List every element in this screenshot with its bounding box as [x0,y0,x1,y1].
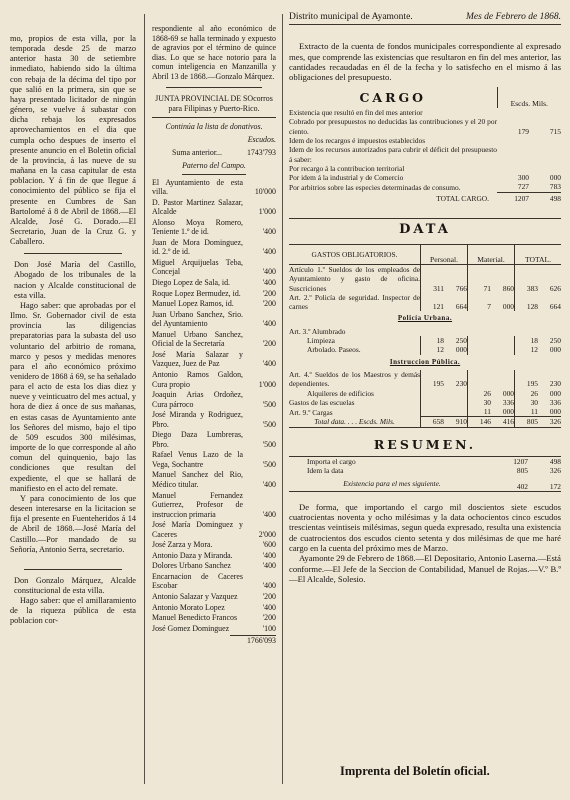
cargo-escudos: 727 [517,182,529,192]
data-row [289,407,561,417]
donor-row [152,592,276,602]
data-value [444,398,468,407]
cargo-escudos [497,108,529,117]
data-value: 11 [515,407,539,417]
resumen-title: RESUMEN. [373,436,477,452]
marquez-heading: Don Gonzalo Márquez, Alcalde constitucional de esta villa. [14,575,136,595]
donor-row [152,390,276,409]
donor-name: Encarnacion de Caceres Escobar [152,571,243,591]
cargo-concept: Por recargo á la contribucion territorial [289,163,405,173]
resumen-value: 805 [516,466,528,476]
divider [152,117,276,118]
donor-amount: '400 [262,247,276,257]
data-value [444,407,468,417]
donor-name: Manuel Fernandez Gutierrez, Profesor de instruccion primaria [152,490,243,519]
cargo-mils: 000 [549,173,561,183]
donor-name: Miguel Arquijuelas Teba, Concejal [152,257,243,277]
existencia-row [289,476,561,492]
donor-name: Manuel Lopez Ramos, id. [152,299,234,309]
data-value: 26 [515,389,539,398]
donor-amount: '400 [262,509,276,519]
data-value: 18 [515,336,539,345]
data-value: 664 [549,302,561,312]
data-value: 30 [515,398,539,407]
junta-heading: JUNTA PROVINCIAL DE SOcorros para Filipinas y Puerto-Rico. [155,94,273,113]
donor-amount: '200 [262,339,276,349]
cargo-mils [529,145,561,164]
donor-name: Antonio Morato Lopez [152,602,225,612]
donor-amount: '400 [262,561,276,571]
data-value [421,407,445,417]
cargo-mils [529,136,561,145]
cargo-escudos: 300 [517,173,529,183]
donor-amount: 2'000 [258,529,276,539]
donor-row [152,370,276,389]
resumen-table [289,456,561,492]
data-concept: Policía Urbana. [397,314,453,323]
cargo-mils [529,108,561,117]
data-value [421,389,445,398]
total-row [152,635,276,646]
data-value: 195 [421,370,445,389]
data-value: 230 [549,379,561,389]
donor-name: Rafael Venus Lazo de la Vega, Sochantre [152,450,243,469]
cargo-table [289,87,561,204]
data-value: 195 [515,370,539,389]
data-row [289,265,561,293]
donor-row [152,289,276,299]
donor-row [152,178,276,197]
cargo-row [289,182,561,192]
cargo-escudos: 179 [517,126,529,136]
donor-row [152,491,276,520]
district-name: Distrito municipal de Ayamonte. [289,12,413,22]
continua-label: Continúa la lista de donativos. [165,122,263,132]
data-value: 860 [502,283,514,293]
data-value: 000 [502,388,514,398]
data-row [289,311,561,326]
resumen-value: 498 [549,456,561,466]
data-total-row [289,417,561,427]
data-concept: Art. 9.º Cargas [289,407,333,417]
donor-name: Roque Lopez Bermudez, id. [152,288,241,298]
donor-amount: '500 [262,459,276,469]
data-value: 626 [549,283,561,293]
donor-amount: '400 [262,319,276,329]
data-value: 000 [549,407,561,417]
data-row [289,345,561,354]
cargo-total-escudos: 1207 [497,192,529,203]
data-table [289,244,561,428]
donor-amount: '400 [262,267,276,277]
donor-amount: '400 [262,227,276,237]
data-value: 766 [455,283,467,293]
donor-row [152,603,276,613]
existencia-escudos: 402 [516,481,528,491]
donor-name: El Ayuntamiento de esta villa. [152,177,243,197]
donor-row [152,613,276,623]
resumen-value: 1207 [513,456,528,466]
data-row [289,355,561,370]
donor-name: José Miranda y Rodriguez, Pbro. [152,410,243,429]
donor-row [152,540,276,550]
column-3 [289,12,561,584]
resumen-row [289,456,561,466]
cargo-concept: Por idem á la industrial y de Comercio [289,173,404,183]
data-value: 26 [468,389,492,398]
donor-row [152,572,276,591]
donor-amount: '200 [262,288,276,298]
data-value: 7 [468,293,492,312]
donor-row [152,410,276,429]
marquez-continuation: respondiente al año económico de 1868-69 se halla terminado y expuesto de agravios por el término de quince dias. Lo que se hace notorio para la comun inteligencia en Manzanilla y Abril 13 de 1868.—Gonzalo Márquez. [152,24,276,81]
castillo-notice: Hago saber: que aprobadas por el Ilmo. Sr. Gobernador civil de esta provincia las diligencias preparatorias para la subasta del uso voluntario del arbitrio de romana, marco y pesos y medidas menores para el año económico próximo venidero de 1868 á 69, se ha señalado para el acto de esta los dias diez y nueve y veinticuatro del mes actual, y hora de diez á once de sus mañanas, en estas casas de Ayuntamiento ante los Señores del mismo, bajo el tipo de 509 escudos 300 milésimas, importe de lo que corresponde al año comun del quinquenio, bajo las condiciones que resultan del expediente, el que se hallará de manifiesto en el acto del remate. [10,300,136,493]
donor-name: Manuel Urbano Sanchez, Oficial de la Secretaría [152,329,243,349]
donor-name: Dolores Urbano Sanchez [152,561,231,571]
donor-amount: '200 [262,299,276,309]
donor-name: Manuel Benedicto Francos [152,613,238,623]
cargo-row [289,136,561,145]
divider [24,569,122,570]
column-1 [10,34,136,627]
donor-row [152,350,276,369]
data-value: 121 [421,293,445,312]
data-value: 000 [502,407,514,417]
data-value: 664 [455,302,467,312]
donor-name: Antonio Daza y Miranda. [152,550,233,560]
data-value [491,336,515,345]
cargo-total-row [289,192,561,203]
donor-name: Juan de Mora Dominguez, id. 2.º de id. [152,237,243,257]
cargo-row [289,164,561,173]
cargo-row [289,173,561,182]
data-value [468,336,492,345]
column-2 [152,24,276,646]
cargo-concept: Idem de los recursos autorizados para cubrir el déficit del presupuesto á saber: [289,145,497,164]
donor-name: José María Dominguez y Caceres [152,520,243,539]
data-value: 658 [421,417,445,427]
data-value: 311 [421,265,445,293]
existencia-mils: 172 [549,481,561,491]
donor-name: José Zarza y Mora. [152,540,213,550]
divider [24,253,122,254]
material-header: Material. [468,244,515,264]
donor-name: Antonio Salazar y Vazquez [152,591,238,601]
resumen-value: 326 [549,466,561,476]
donor-row [152,238,276,257]
donor-name: Juan Urbano Sanchez, Srio. del Ayuntamiento [152,309,243,329]
donor-amount: '400 [262,479,276,489]
divider [166,87,262,88]
cargo-row [289,117,561,136]
column-rule [144,14,145,784]
donor-row [152,310,276,329]
signatures: Ayamonte 29 de Febrero de 1868.—El Depositario, Antonio Laserna.—Está conforme.—El Jefe de la Seccion de Contabilidad, Manuel de Rojas.—V.º B.º—El Alcalde, Solesio. [289,553,561,584]
donor-amount: '400 [262,602,276,612]
donor-row [152,218,276,237]
donor-row [152,198,276,217]
data-value: 12 [421,345,445,354]
donor-row [152,330,276,349]
donor-name: Antonio Ramos Galdon, Cura propio [152,369,243,389]
donor-row [152,258,276,277]
data-row [289,293,561,312]
donor-amount: '200 [262,613,276,623]
month-label: Mes de Febrero de 1868. [465,12,561,22]
donor-amount: '200 [262,591,276,601]
data-value: 30 [468,398,492,407]
donor-amount: '400 [262,359,276,369]
data-value: 146 [468,417,492,427]
donor-amount: '400 [262,278,276,288]
cargo-escudos [497,136,529,145]
data-concept: Art. 4.º Sueldos de los Maestros y demás dependientes. [289,369,420,389]
data-value: 000 [455,345,467,355]
column-rule [282,14,283,784]
data-value: 230 [455,379,467,389]
data-value: 336 [549,397,561,407]
cargo-concept: Por arbitrios sobre las especies determinadas de consumo. [289,182,461,192]
suma-anterior-row [152,148,276,158]
district-header [289,12,561,25]
data-concept: Instruccion Pública. [389,357,461,366]
donor-row [152,450,276,469]
data-value: 11 [468,407,492,417]
donor-amount: '500 [262,419,276,429]
patron-label: Paterno del Campo. [182,161,246,171]
data-value: 336 [502,397,514,407]
cargo-escudos [497,145,529,164]
donor-amount: 10'000 [254,187,276,197]
data-value [444,389,468,398]
data-value [421,398,445,407]
data-concept: Artículo 1.º Sueldos de los empleados de Ayuntamiento y gasto de oficina. Suscriciones [289,265,420,293]
donor-amount: 1'000 [258,379,276,389]
data-concept: Alquileres de edificios [307,388,374,398]
donor-row [152,551,276,561]
resumen-concept: Importa el cargo [307,456,356,466]
cargo-mils: 715 [549,126,561,136]
castillo-heading: Don José María del Castillo, Abogado de los tribunales de la nacion y Alcalde constitucional de esta villa. [14,260,136,300]
cargo-concept: Existencia que resultó en fin del mes anterior [289,108,423,118]
cargo-concept: Cobrado por presupuestos no deducidas las contribuciones y el 20 por ciento. [289,117,497,136]
donor-list [152,178,276,634]
cargo-total-label: TOTAL CARGO. [436,194,489,204]
data-row [289,370,561,389]
cargo-row [289,145,561,164]
data-concept: Art. 3.º Alumbrado [289,326,346,336]
data-value: 000 [549,345,561,355]
data-value [491,345,515,354]
cargo-mils [529,164,561,173]
donor-amount: '500 [262,439,276,449]
data-row [289,389,561,398]
cargo-total-mils: 498 [529,192,561,203]
resumen-concept: Idem la data [307,466,344,476]
existencia-label: Existencia para el mes siguiente. [343,478,441,488]
total-header: TOTAL. [515,244,562,264]
data-value: 910 [444,417,468,427]
data-value: 71 [468,265,492,293]
donor-row [152,430,276,449]
donor-name: Alonso Moya Romero, Teniente 1.º de id. [152,217,243,237]
data-value [491,370,515,389]
cargo-row [289,108,561,117]
data-concept: Gastos de las escuelas [289,397,355,407]
castillo-closing: Y para conocimiento de los que deseen interesarse en la licitacion se fija el presente en Fuenteheridos á 14 de Abril de 1868.—José María del Castillo.—Por mandado de su Señoría, Antonio Serra, secretario. [10,493,136,554]
donor-name: José Gomez Dominguez [152,623,230,633]
data-row [289,336,561,345]
donor-name: Manuel Sanchez del Rio, Médico titular. [152,470,243,489]
marquez-notice: Hago saber: que el amillaramiento de la riqueza pública de esta poblacion cor- [10,596,136,626]
donor-name: Diego Daza Lumbreras, Pbro. [152,430,243,449]
donor-row [152,278,276,288]
subasta-notice: mo, propios de esta villa, por la temporada desde 25 de marzo anterior hasta 30 de setiembre inmediato, habiendo sido la última con rebaja de la décima del tipo por que salió en la primera, sin que se haya presentado licitador de ningún género, se vuelve á subastar con dicha rebaja los expresados aprovechamientos en el dia que cumpla ocho despues de inserto el presente anuncio en el Boletin oficial de la provincia, á las nueve de su mañana en la casa capitular de esta poblacion. Y á fin de que llegue á conocimiento del público se fija el presente en Cumbres de San Bartolomé á 8 de Abril de 1868.—El Alcalde, José G. Dorado.—El Secretario, Juan de la Cruz G. y Caballero. [10,34,136,247]
cargo-escudos [497,164,529,173]
donor-amount: '600 [262,540,276,550]
donor-amount: '500 [262,399,276,409]
data-row [289,327,561,336]
escudos-label: Escudos. [247,134,276,144]
data-concept: Limpieza [307,336,335,346]
cargo-mils: 783 [549,182,561,192]
data-value: 18 [421,336,445,345]
donor-amount: '100 [262,623,276,633]
data-concept: Total data. . . . Escds. Mils. [314,417,395,427]
data-concept: Art. 2.º Policía de seguridad. Inspector de carnes [289,292,420,312]
donor-row [152,624,276,634]
donor-name: Joaquin Arias Ordoñez, Cura párroco [152,390,243,409]
personal-header: Personal. [421,244,468,264]
donor-amount: 1'000 [258,207,276,217]
printer-imprint: Imprenta del Boletín oficial. [340,764,490,778]
donor-name: D. Pastor Martinez Salazar, Alcalde [152,197,243,217]
data-value: 000 [549,388,561,398]
data-value: 805 [515,417,539,427]
donations-total: 1766'093 [230,635,276,646]
data-value [468,345,492,354]
data-value: 128 [515,293,539,312]
cargo-title: CARGO [359,89,427,105]
data-value [468,370,492,389]
donor-amount: '400 [262,550,276,560]
data-row [289,398,561,407]
data-value: 12 [515,345,539,354]
cargo-units-header: Escds. Mils. [497,87,561,108]
data-title: DATA [399,221,451,237]
donor-row [152,520,276,539]
suma-label: Suma anterior... [172,148,222,158]
data-concept: Arbolado. Paseos. [307,345,361,355]
data-value: 250 [455,336,467,346]
donor-name: José María Salazar y Vazquez, Juez de Paz [152,349,243,369]
donor-amount: '400 [262,581,276,591]
data-value: 326 [538,417,561,427]
extract-intro: Extracto de la cuenta de fondos municipales correspondiente al expresado mes, que comprende las existencias que resultaron en fin del mes anterior, las cantidades recaudadas en él de la fecha y lo satisfecho en el mismo á las obligaciones del presupuesto. [289,41,561,83]
data-value: 383 [515,265,539,293]
donor-row [152,561,276,571]
data-value: 416 [491,417,515,427]
donor-name: Diego Lopez de Sala, id. [152,278,231,288]
closing-paragraph: De forma, que importando el cargo mil doscientos siete escudos cuatrocientas noventa y ocho milésimas y la data ochocientos cinco escudos trescientas veintiseis milésimas, segun queda expresado, resulta una existencia de cuatrocientos dos escudos ciento setenta y dos milésimas de que me haré cargo en la cuenta del próximo mes de Marzo. [289,501,561,553]
donor-row [152,470,276,489]
gastos-header: GASTOS OBLIGATORIOS. [311,249,398,259]
data-value: 000 [502,302,514,312]
resumen-row [289,466,561,475]
cargo-concept: Idem de los recargos é impuestos establecidos [289,135,426,145]
suma-value: 1743'793 [246,148,276,158]
data-value: 250 [549,336,561,346]
divider [182,174,246,175]
donor-row [152,299,276,309]
